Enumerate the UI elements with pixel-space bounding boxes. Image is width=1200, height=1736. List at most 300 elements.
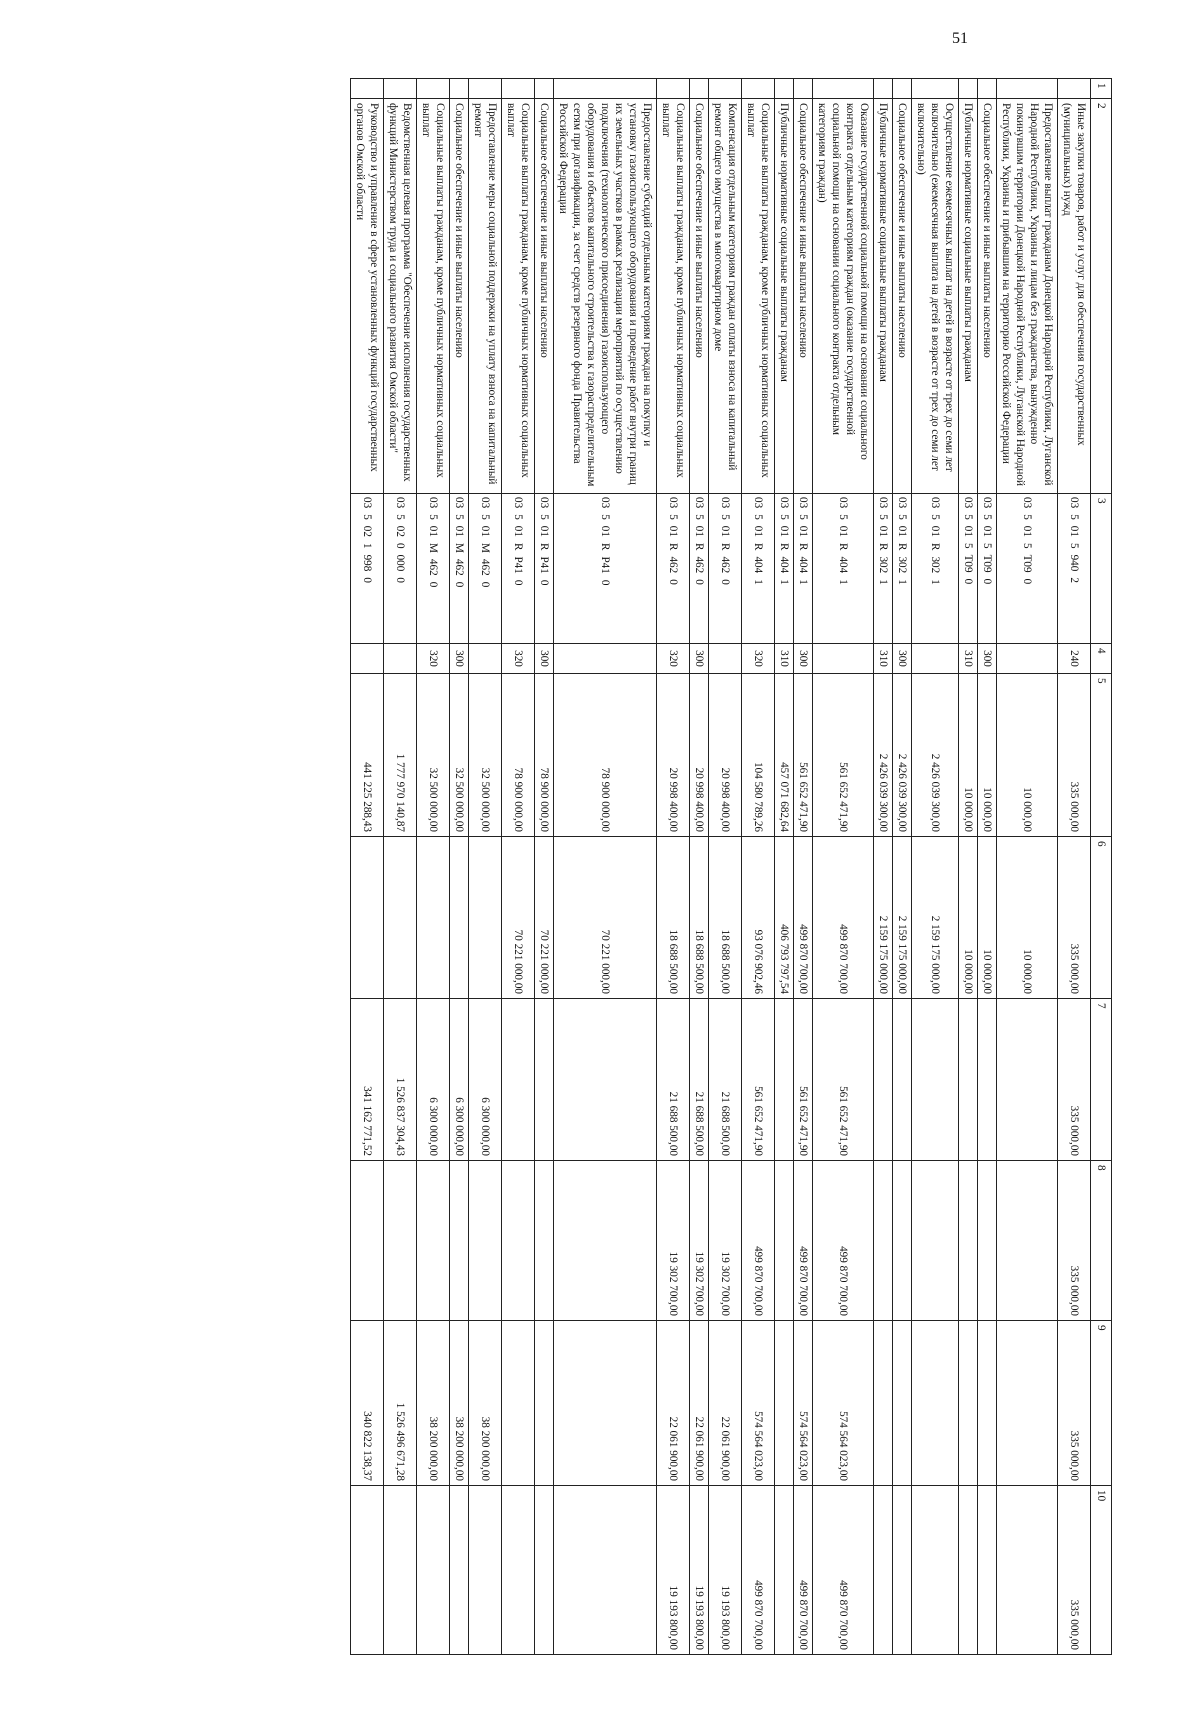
code-part: 5 bbox=[1068, 542, 1080, 549]
amount-cell-c8 bbox=[874, 1161, 893, 1321]
amount-cell-c5: 2 426 039 300,00 bbox=[912, 674, 959, 837]
amount-cell-c8 bbox=[450, 1161, 469, 1321]
expense-type-cell: 240 bbox=[1058, 644, 1091, 674]
code-part: R bbox=[538, 542, 550, 551]
amount-cell-c5: 335 000,00 bbox=[1058, 674, 1091, 837]
amount-cell-c7: 21 688 500,00 bbox=[657, 999, 690, 1161]
code-part: 01 bbox=[1021, 525, 1033, 537]
code-part: 0 bbox=[981, 578, 993, 585]
expense-type-cell bbox=[384, 644, 417, 674]
code-part: 462 bbox=[427, 558, 439, 576]
code-part: R bbox=[778, 542, 790, 551]
classification-code-cell bbox=[997, 494, 1058, 644]
code-part: 01 bbox=[929, 525, 941, 537]
table-row bbox=[874, 79, 893, 1655]
table-row bbox=[351, 79, 384, 1655]
amount-cell-c8 bbox=[502, 1161, 535, 1321]
amount-cell-c6: 10 000,00 bbox=[978, 837, 997, 999]
table-row bbox=[657, 79, 690, 1655]
row-number-cell bbox=[690, 79, 709, 99]
code-part: 5 bbox=[361, 514, 373, 520]
amount-cell-c8: 19 302 700,00 bbox=[709, 1161, 742, 1321]
amount-cell-c10: 19 193 800,00 bbox=[709, 1486, 742, 1655]
classification-code-cell bbox=[742, 494, 775, 644]
expense-type-cell bbox=[709, 644, 742, 674]
amount-cell-c8 bbox=[893, 1161, 912, 1321]
code-part: 02 bbox=[361, 525, 373, 537]
code-part: T09 bbox=[981, 554, 993, 573]
code-part: R bbox=[667, 542, 679, 551]
row-number-cell bbox=[959, 79, 978, 99]
amount-cell-c10 bbox=[997, 1486, 1058, 1655]
amount-cell-c5: 20 998 400,00 bbox=[657, 674, 690, 837]
amount-cell-c7: 1 526 837 304,43 bbox=[384, 999, 417, 1161]
expense-type-cell: 310 bbox=[775, 644, 794, 674]
item-name-cell: Социальные выплаты гражданам, кроме публичных нормативных социальных выплат bbox=[502, 99, 535, 494]
code-part: 03 bbox=[394, 497, 406, 509]
code-part: 462 bbox=[667, 556, 679, 574]
amount-cell-c8: 499 870 700,00 bbox=[813, 1161, 874, 1321]
code-part: M bbox=[453, 542, 465, 553]
amount-cell-c8 bbox=[554, 1161, 657, 1321]
amount-cell-c5: 457 071 682,64 bbox=[775, 674, 794, 837]
classification-code-cell bbox=[874, 494, 893, 644]
code-part: 5 bbox=[538, 514, 550, 520]
expense-type-cell: 320 bbox=[657, 644, 690, 674]
code-part: R bbox=[599, 542, 611, 551]
classification-code-cell bbox=[912, 494, 959, 644]
code-part: 462 bbox=[719, 556, 731, 574]
amount-cell-c9: 22 061 900,00 bbox=[657, 1321, 690, 1486]
amount-cell-c10 bbox=[775, 1486, 794, 1655]
amount-cell-c6 bbox=[351, 837, 384, 999]
amount-cell-c7: 21 688 500,00 bbox=[690, 999, 709, 1161]
amount-cell-c6 bbox=[450, 837, 469, 999]
code-part: 0 bbox=[667, 579, 679, 585]
item-name-cell: Публичные нормативные социальные выплаты гражданам bbox=[775, 99, 794, 494]
amount-cell-c9: 1 526 496 671,28 bbox=[384, 1321, 417, 1486]
code-part: P41 bbox=[538, 556, 550, 574]
amount-cell-c8: 335 000,00 bbox=[1058, 1161, 1091, 1321]
amount-cell-c10 bbox=[912, 1486, 959, 1655]
code-part: 5 bbox=[1021, 514, 1033, 520]
code-part: 03 bbox=[877, 497, 889, 509]
classification-code-cell bbox=[417, 494, 450, 644]
code-part: 0 bbox=[427, 581, 439, 588]
amount-cell-c8 bbox=[997, 1161, 1058, 1321]
code-part: 1 bbox=[752, 579, 764, 585]
code-part: 03 bbox=[981, 497, 993, 509]
amount-cell-c5: 104 580 789,26 bbox=[742, 674, 775, 837]
code-part: R bbox=[719, 542, 731, 551]
row-number-cell bbox=[912, 79, 959, 99]
table-row bbox=[690, 79, 709, 1655]
code-part: 0 bbox=[599, 579, 611, 586]
amount-cell-c8: 499 870 700,00 bbox=[794, 1161, 813, 1321]
amount-cell-c6 bbox=[469, 837, 502, 999]
code-part: 03 bbox=[1021, 497, 1033, 509]
amount-cell-c9 bbox=[912, 1321, 959, 1486]
budget-table bbox=[350, 78, 1112, 1655]
amount-cell-c7 bbox=[502, 999, 535, 1161]
code-part: 5 bbox=[981, 542, 993, 549]
amount-cell-c9 bbox=[959, 1321, 978, 1486]
code-part: 5 bbox=[394, 514, 406, 520]
code-part: 01 bbox=[667, 525, 679, 537]
amount-cell-c7: 6 300 000,00 bbox=[469, 999, 502, 1161]
amount-cell-c9: 22 061 900,00 bbox=[709, 1321, 742, 1486]
code-part: 01 bbox=[896, 525, 908, 537]
amount-cell-c7 bbox=[959, 999, 978, 1161]
code-part: 0 bbox=[693, 579, 705, 585]
row-number-cell bbox=[502, 79, 535, 99]
item-name-cell: Ведомственная целевая программа "Обеспечение исполнения государственных функций Министерством труда и социального развития Омской области" bbox=[384, 99, 417, 494]
item-name-cell: Предоставление выплат гражданам Донецкой Народной Республики, Луганской Народной Республики, Украины и лицам без гражданства, вынужденно покинувшим территории Донецкой Народной Республики, Луганской Народной Республики, Украины и прибывшим на территорию Российской Федерации bbox=[997, 99, 1058, 494]
column-header: 9 bbox=[1091, 1321, 1112, 1486]
code-part: 5 bbox=[667, 514, 679, 520]
amount-cell-c6: 2 159 175 000,00 bbox=[893, 837, 912, 999]
amount-cell-c7 bbox=[893, 999, 912, 1161]
code-part: 01 bbox=[752, 525, 764, 537]
classification-code-cell bbox=[1058, 494, 1091, 644]
column-header: 3 bbox=[1091, 494, 1112, 644]
column-header: 6 bbox=[1091, 837, 1112, 999]
code-part: 01 bbox=[981, 525, 993, 537]
amount-cell-c6: 499 870 700,00 bbox=[794, 837, 813, 999]
row-number-cell bbox=[775, 79, 794, 99]
amount-cell-c8 bbox=[978, 1161, 997, 1321]
amount-cell-c5: 561 652 471,90 bbox=[794, 674, 813, 837]
amount-cell-c7 bbox=[775, 999, 794, 1161]
column-header: 4 bbox=[1091, 644, 1112, 674]
row-number-cell bbox=[874, 79, 893, 99]
amount-cell-c7: 6 300 000,00 bbox=[450, 999, 469, 1161]
code-part: 5 bbox=[1068, 514, 1080, 520]
amount-cell-c7 bbox=[978, 999, 997, 1161]
row-number-cell bbox=[450, 79, 469, 99]
code-part: 03 bbox=[896, 497, 908, 509]
row-number-cell bbox=[417, 79, 450, 99]
code-part: 5 bbox=[719, 514, 731, 520]
amount-cell-c9: 574 564 023,00 bbox=[742, 1321, 775, 1486]
amount-cell-c5: 20 998 400,00 bbox=[690, 674, 709, 837]
classification-code-cell bbox=[351, 494, 384, 644]
table-row bbox=[469, 79, 502, 1655]
amount-cell-c6: 18 688 500,00 bbox=[709, 837, 742, 999]
item-name-cell: Социальное обеспечение и иные выплаты населению bbox=[794, 99, 813, 494]
code-part: 1 bbox=[929, 579, 941, 585]
code-part: 01 bbox=[512, 525, 524, 537]
amount-cell-c5: 78 900 000,00 bbox=[535, 674, 554, 837]
amount-cell-c6: 10 000,00 bbox=[959, 837, 978, 999]
code-part: 03 bbox=[427, 497, 439, 509]
amount-cell-c10 bbox=[893, 1486, 912, 1655]
code-part: 01 bbox=[1068, 525, 1080, 537]
amount-cell-c8: 499 870 700,00 bbox=[742, 1161, 775, 1321]
classification-code-cell bbox=[450, 494, 469, 644]
classification-code-cell bbox=[775, 494, 794, 644]
code-part: 5 bbox=[427, 514, 439, 520]
amount-cell-c8 bbox=[417, 1161, 450, 1321]
amount-cell-c10: 499 870 700,00 bbox=[742, 1486, 775, 1655]
expense-type-cell bbox=[351, 644, 384, 674]
amount-cell-c10 bbox=[469, 1486, 502, 1655]
amount-cell-c5: 78 900 000,00 bbox=[554, 674, 657, 837]
row-number-cell bbox=[469, 79, 502, 99]
amount-cell-c6: 93 076 902,46 bbox=[742, 837, 775, 999]
code-part: 01 bbox=[453, 525, 465, 537]
amount-cell-c10 bbox=[384, 1486, 417, 1655]
item-name-cell: Социальное обеспечение и иные выплаты населению bbox=[450, 99, 469, 494]
amount-cell-c10: 499 870 700,00 bbox=[794, 1486, 813, 1655]
amount-cell-c9 bbox=[502, 1321, 535, 1486]
amount-cell-c5: 2 426 039 300,00 bbox=[874, 674, 893, 837]
amount-cell-c10 bbox=[978, 1486, 997, 1655]
code-part: R bbox=[752, 542, 764, 551]
code-part: 0 bbox=[479, 581, 491, 588]
column-header: 2 bbox=[1091, 99, 1112, 494]
code-part: 5 bbox=[599, 514, 611, 520]
amount-cell-c5: 32 500 000,00 bbox=[417, 674, 450, 837]
code-part: 0 bbox=[719, 579, 731, 585]
expense-type-cell: 300 bbox=[978, 644, 997, 674]
amount-cell-c9 bbox=[775, 1321, 794, 1486]
table-row bbox=[742, 79, 775, 1655]
amount-cell-c10 bbox=[502, 1486, 535, 1655]
table-row bbox=[1058, 79, 1091, 1655]
code-part: 01 bbox=[719, 525, 731, 537]
amount-cell-c10: 499 870 700,00 bbox=[813, 1486, 874, 1655]
code-part: 5 bbox=[837, 514, 849, 520]
row-number-cell bbox=[742, 79, 775, 99]
amount-cell-c10 bbox=[535, 1486, 554, 1655]
code-part: 5 bbox=[981, 514, 993, 520]
item-name-cell: Предоставление меры социальной поддержки на уплату взноса на капитальный ремонт bbox=[469, 99, 502, 494]
table-row bbox=[775, 79, 794, 1655]
amount-cell-c10: 19 193 800,00 bbox=[657, 1486, 690, 1655]
amount-cell-c7: 341 162 771,52 bbox=[351, 999, 384, 1161]
code-part: 1 bbox=[778, 579, 790, 585]
code-part: 302 bbox=[877, 556, 889, 574]
amount-cell-c10 bbox=[417, 1486, 450, 1655]
classification-code-cell bbox=[893, 494, 912, 644]
expense-type-cell: 320 bbox=[502, 644, 535, 674]
amount-cell-c10 bbox=[450, 1486, 469, 1655]
code-part: T09 bbox=[1021, 554, 1033, 573]
amount-cell-c8: 19 302 700,00 bbox=[657, 1161, 690, 1321]
code-part: 0 bbox=[453, 581, 465, 588]
code-part: 01 bbox=[693, 525, 705, 537]
amount-cell-c9 bbox=[893, 1321, 912, 1486]
amount-cell-c6: 2 159 175 000,00 bbox=[874, 837, 893, 999]
column-header: 8 bbox=[1091, 1161, 1112, 1321]
item-name-cell: Оказание государственной социальной помощи на основании социального контракта отдельным категориям граждан (оказание государственной социальной помощи на основании социального контракта отдельным категориям граждан) bbox=[813, 99, 874, 494]
code-part: 998 bbox=[361, 554, 373, 572]
code-part: 03 bbox=[453, 497, 465, 509]
amount-cell-c9: 340 822 138,37 bbox=[351, 1321, 384, 1486]
code-part: R bbox=[837, 542, 849, 551]
classification-code-cell bbox=[978, 494, 997, 644]
table-row bbox=[893, 79, 912, 1655]
code-part: R bbox=[512, 542, 524, 551]
amount-cell-c7 bbox=[535, 999, 554, 1161]
code-part: 01 bbox=[538, 525, 550, 537]
amount-cell-c5: 78 900 000,00 bbox=[502, 674, 535, 837]
code-part: 5 bbox=[877, 514, 889, 520]
row-number-cell bbox=[893, 79, 912, 99]
amount-cell-c7 bbox=[554, 999, 657, 1161]
code-part: 5 bbox=[778, 514, 790, 520]
code-part: 462 bbox=[479, 558, 491, 576]
row-number-cell bbox=[978, 79, 997, 99]
code-part: 302 bbox=[929, 556, 941, 574]
column-header: 7 bbox=[1091, 999, 1112, 1161]
expense-type-cell bbox=[469, 644, 502, 674]
classification-code-cell bbox=[959, 494, 978, 644]
amount-cell-c6: 2 159 175 000,00 bbox=[912, 837, 959, 999]
code-part: 404 bbox=[797, 556, 809, 574]
amount-cell-c6: 10 000,00 bbox=[997, 837, 1058, 999]
column-header: 10 bbox=[1091, 1486, 1112, 1655]
expense-type-cell bbox=[997, 644, 1058, 674]
code-part: 404 bbox=[837, 556, 849, 574]
code-part: R bbox=[896, 542, 908, 551]
item-name-cell: Социальные выплаты гражданам, кроме публичных нормативных социальных выплат bbox=[417, 99, 450, 494]
code-part: 5 bbox=[752, 514, 764, 520]
code-part: 940 bbox=[1068, 554, 1080, 572]
amount-cell-c10: 19 193 800,00 bbox=[690, 1486, 709, 1655]
code-part: 01 bbox=[599, 525, 611, 537]
amount-cell-c9 bbox=[554, 1321, 657, 1486]
expense-type-cell: 320 bbox=[742, 644, 775, 674]
table-row bbox=[709, 79, 742, 1655]
code-part: 03 bbox=[837, 497, 849, 509]
item-name-cell: Компенсация отдельным категориям граждан оплаты взноса на капитальный ремонт общего имущества в многоквартирном доме bbox=[709, 99, 742, 494]
row-number-cell bbox=[794, 79, 813, 99]
amount-cell-c6: 18 688 500,00 bbox=[690, 837, 709, 999]
code-part: 03 bbox=[361, 497, 373, 509]
expense-type-cell bbox=[912, 644, 959, 674]
code-part: 0 bbox=[962, 578, 974, 585]
item-name-cell: Предоставление субсидий отдельным категориям граждан на покупку и установку газоиспользующего оборудования и проведение работ внутри границ их земельных участков в рамках реализации мероприятий по осуществлению подключения (технологического присоединения) газоиспользующего оборудования и объектов капитального строительства к газораспределительным сетям при догазификации, за счет средств резервного фонда Правительства Российской Федерации bbox=[554, 99, 657, 494]
classification-code-cell bbox=[690, 494, 709, 644]
code-part: 03 bbox=[962, 497, 974, 509]
amount-cell-c8: 19 302 700,00 bbox=[690, 1161, 709, 1321]
code-part: 0 bbox=[512, 579, 524, 586]
item-name-cell: Социальное обеспечение и иные выплаты населению bbox=[978, 99, 997, 494]
table-row bbox=[554, 79, 657, 1655]
amount-cell-c5: 2 426 039 300,00 bbox=[893, 674, 912, 837]
page-number: 51 bbox=[952, 30, 968, 47]
amount-cell-c10 bbox=[351, 1486, 384, 1655]
classification-code-cell bbox=[794, 494, 813, 644]
code-part: 5 bbox=[797, 514, 809, 520]
amount-cell-c9: 574 564 023,00 bbox=[813, 1321, 874, 1486]
code-part: 0 bbox=[394, 542, 406, 549]
code-part: 000 bbox=[394, 554, 406, 572]
code-part: R bbox=[877, 542, 889, 551]
row-number-cell bbox=[554, 79, 657, 99]
column-header: 1 bbox=[1091, 79, 1112, 99]
amount-cell-c6 bbox=[384, 837, 417, 999]
item-name-cell: Публичные нормативные социальные выплаты гражданам bbox=[959, 99, 978, 494]
amount-cell-c5: 561 652 471,90 bbox=[813, 674, 874, 837]
amount-cell-c8 bbox=[775, 1161, 794, 1321]
amount-cell-c5: 10 000,00 bbox=[978, 674, 997, 837]
code-part: 5 bbox=[896, 514, 908, 520]
code-part: 03 bbox=[538, 497, 550, 509]
amount-cell-c10 bbox=[959, 1486, 978, 1655]
amount-cell-c8 bbox=[959, 1161, 978, 1321]
code-part: 302 bbox=[896, 556, 908, 574]
amount-cell-c6: 70 221 000,00 bbox=[502, 837, 535, 999]
table-row bbox=[813, 79, 874, 1655]
classification-code-cell bbox=[813, 494, 874, 644]
table-row bbox=[959, 79, 978, 1655]
amount-cell-c7: 561 652 471,90 bbox=[813, 999, 874, 1161]
item-name-cell: Социальные выплаты гражданам, кроме публичных нормативных социальных выплат bbox=[742, 99, 775, 494]
amount-cell-c9: 335 000,00 bbox=[1058, 1321, 1091, 1486]
code-part: 03 bbox=[479, 497, 491, 509]
code-part: 02 bbox=[394, 525, 406, 537]
code-part: 03 bbox=[512, 497, 524, 509]
amount-cell-c7: 335 000,00 bbox=[1058, 999, 1091, 1161]
code-part: 5 bbox=[929, 514, 941, 520]
amount-cell-c7 bbox=[874, 999, 893, 1161]
table-row bbox=[912, 79, 959, 1655]
table-row bbox=[417, 79, 450, 1655]
amount-cell-c5: 32 500 000,00 bbox=[469, 674, 502, 837]
code-part: 1 bbox=[361, 542, 373, 549]
amount-cell-c7: 561 652 471,90 bbox=[742, 999, 775, 1161]
classification-code-cell bbox=[535, 494, 554, 644]
amount-cell-c6: 70 221 000,00 bbox=[535, 837, 554, 999]
code-part: 0 bbox=[538, 579, 550, 586]
amount-cell-c8 bbox=[912, 1161, 959, 1321]
row-number-cell bbox=[657, 79, 690, 99]
row-number-cell bbox=[351, 79, 384, 99]
row-number-cell bbox=[813, 79, 874, 99]
code-part: 1 bbox=[877, 579, 889, 585]
code-part: 5 bbox=[512, 514, 524, 520]
row-number-cell bbox=[997, 79, 1058, 99]
expense-type-cell: 300 bbox=[690, 644, 709, 674]
expense-type-cell bbox=[813, 644, 874, 674]
code-part: 03 bbox=[599, 497, 611, 509]
code-part: 03 bbox=[667, 497, 679, 509]
amount-cell-c6: 70 221 000,00 bbox=[554, 837, 657, 999]
amount-cell-c5: 32 500 000,00 bbox=[450, 674, 469, 837]
code-part: 404 bbox=[778, 556, 790, 574]
table-body bbox=[351, 79, 1091, 1655]
amount-cell-c9: 38 200 000,00 bbox=[450, 1321, 469, 1486]
row-number-cell bbox=[535, 79, 554, 99]
amount-cell-c6: 406 793 797,54 bbox=[775, 837, 794, 999]
item-name-cell: Социальное обеспечение и иные выплаты населению bbox=[893, 99, 912, 494]
code-part: 0 bbox=[1021, 578, 1033, 585]
amount-cell-c5: 10 000,00 bbox=[959, 674, 978, 837]
item-name-cell: Осуществление ежемесячных выплат на детей в возрасте от трех до семи лет включительно (ежемесячная выплата на детей в возрасте от трех до семи лет включительно) bbox=[912, 99, 959, 494]
code-part: 5 bbox=[479, 514, 491, 520]
table-row bbox=[384, 79, 417, 1655]
code-part: 404 bbox=[752, 556, 764, 574]
amount-cell-c9 bbox=[874, 1321, 893, 1486]
expense-type-cell: 310 bbox=[874, 644, 893, 674]
table-row bbox=[997, 79, 1058, 1655]
amount-cell-c7: 6 300 000,00 bbox=[417, 999, 450, 1161]
classification-code-cell bbox=[469, 494, 502, 644]
expense-type-cell bbox=[554, 644, 657, 674]
